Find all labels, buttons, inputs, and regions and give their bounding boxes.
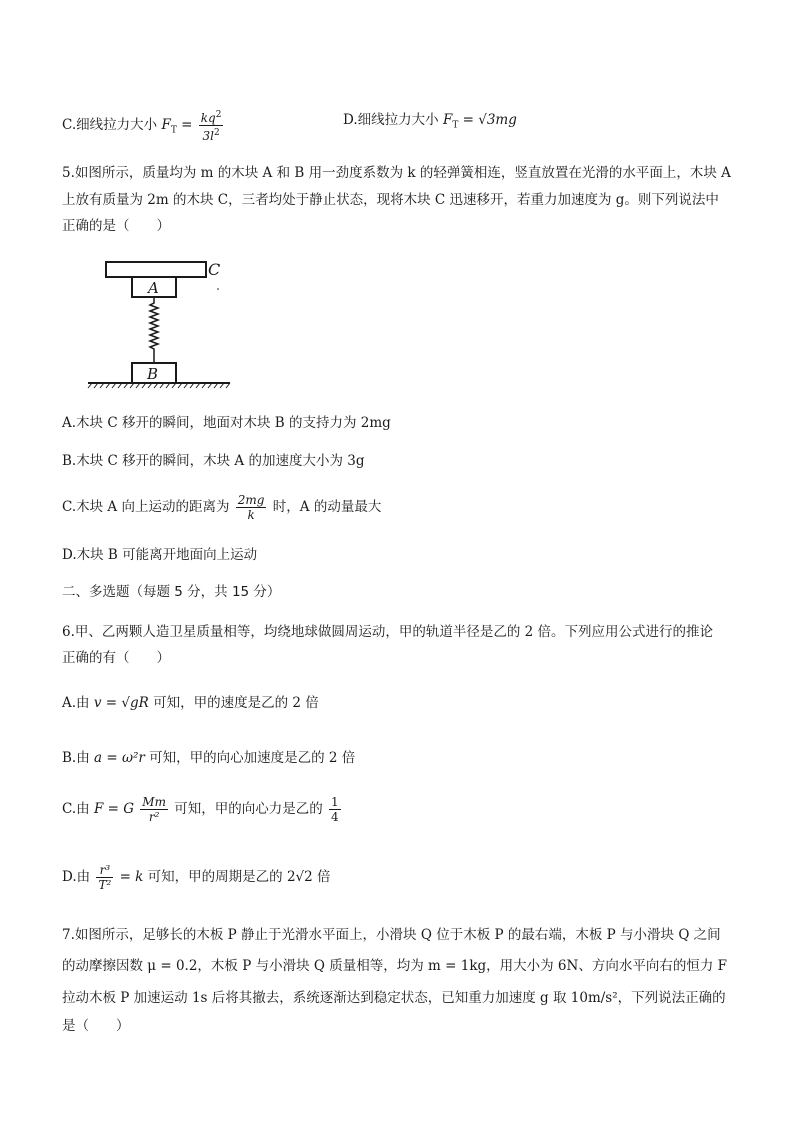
q5-stem-line2: 上放有质量为 2m 的木块 C，三者均处于静止状态，现将木块 C 迅速移开，若重力加速度为 g。则下列说法中 — [62, 192, 719, 208]
q7-stem-line1: 7.如图所示，足够长的木板 P 静止于光滑水平面上，小滑块 Q 位于木板 P 的最右端，木板 P 与小滑块 Q 之间 — [62, 927, 721, 943]
q7-stem-line4: 是（ ） — [62, 1018, 130, 1034]
q6-stem-line1: 6.甲、乙两颗人造卫星质量相等，均绕地球做圆周运动，甲的轨道半径是乙的 2 倍。下列应用公式进行的推论 — [62, 624, 714, 640]
q4-option-c-fraction: $\frac{kq^2}{3l^2}$ — [200, 110, 222, 143]
q4-option-d: D.细线拉力大小 $F_T = √3mg$ — [343, 112, 517, 131]
q6-option-c-fraction: $\frac{Mm}{\text{r²}}$ — [142, 795, 166, 824]
q6-stem-line2: 正确的有（ ） — [62, 650, 170, 666]
q6-option-b-formula: a = ω²r — [94, 750, 145, 766]
q4-option-c-prefix: C.细线拉力大小 — [62, 117, 158, 133]
q6-option-a: A.由 v = √gR 可知，甲的速度是乙的 2 倍 — [62, 695, 319, 711]
label-c: C — [208, 260, 221, 279]
q5-option-d: D.木块 B 可能离开地面向上运动 — [62, 547, 258, 563]
label-a: A — [148, 279, 159, 297]
q5-spring-figure — [84, 255, 234, 390]
q5-stem-line3: 正确的是（ ） — [62, 218, 170, 234]
q6-option-a-formula: v = √gR — [93, 695, 149, 711]
q6-option-c-ratio: $\frac{1}{4}$ — [331, 795, 339, 824]
q4-option-d-prefix: D.细线拉力大小 — [343, 112, 439, 128]
q7-stem-line3: 拉动木板 P 加速运动 1s 后将其撤去，系统逐渐达到稳定状态，已知重力加速度 g 取 10m/s²，下列说法正确的 — [62, 990, 726, 1006]
q7-stem-line2: 的动摩擦因数 μ = 0.2，木板 P 与小滑块 Q 质量相等，均为 m = 1kg，用大小为 6N、方向水平向右的恒力 F — [62, 958, 727, 974]
q6-option-d-fraction: $\frac{\text{r³}}{\text{T²}}$ — [98, 863, 112, 892]
q5-option-c-fraction: $\frac{2mg}{k}$ — [237, 493, 265, 522]
q6-option-d: D.由 $\frac{\text{r³}}{\text{T²}}$ = k 可知，甲的周期是乙的 2√2 倍 — [62, 863, 331, 892]
label-b: B — [147, 365, 159, 383]
q5-stem-line1: 5.如图所示，质量均为 m 的木块 A 和 B 用一劲度系数为 k 的轻弹簧相连，竖直放置在光滑的水平面上，木块 A — [62, 165, 731, 181]
q6-option-c: C.由 F = G $\frac{Mm}{\text{r²}}$ 可知，甲的向心力是乙的 $\frac{1}{4}$ — [62, 795, 339, 824]
q5-option-b: B.木块 C 移开的瞬间，木块 A 的加速度大小为 3g — [62, 453, 365, 469]
q5-option-c: C.木块 A 向上运动的距离为 $\frac{2mg}{k}$ 时，A 的动量最大 — [62, 493, 382, 522]
section-heading: 二、多选题（每题 5 分，共 15 分） — [62, 584, 281, 600]
q6-option-b: B.由 a = ω²r 可知，甲的向心加速度是乙的 2 倍 — [62, 750, 356, 766]
q4-option-c: C.细线拉力大小 $F_T$ = $\frac{kq^2}{3l^2}$ — [62, 110, 222, 143]
q5-option-a: A.木块 C 移开的瞬间，地面对木块 B 的支持力为 2mg — [62, 415, 391, 431]
